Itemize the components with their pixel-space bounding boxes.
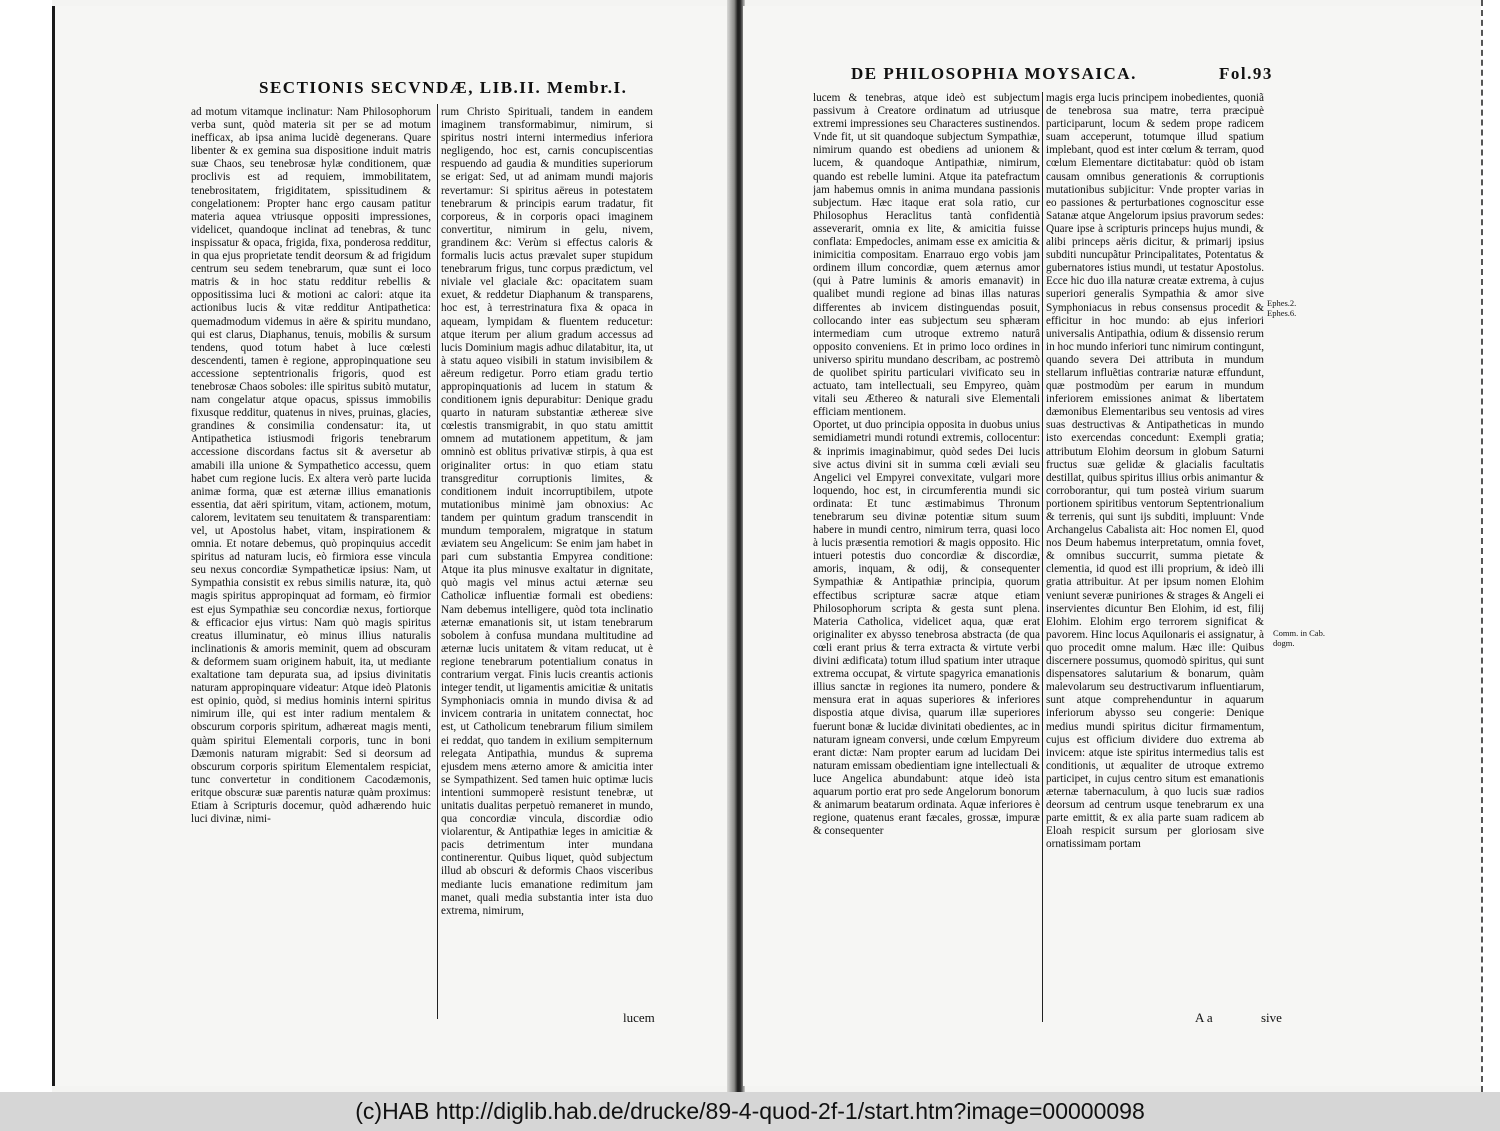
right-column-rule <box>1042 92 1043 1022</box>
right-page-column-1 <box>813 92 1040 1016</box>
left-scan-margin <box>0 0 52 1092</box>
right-running-head: DE PHILOSOPHIA MOYSAICA. <box>851 64 1137 83</box>
right-col1-text: lucem & tenebras, atque ideò est subjectum passivum à Creatore ordinatum ad utriusque extremi impressiones seu Characteres sustinendos. Vnde fit, ut sit quandoque subjectum Sympathiæ, nimirum quando est obediens ad unionem & lucem, & quandoque Antipathiæ, nimirum, quando est rebelle lumini. Atque ita patefractum jam habemus omnis in anima mundana passionis subjectum. Hæc itaque erat sola ratio, cur Philosophus Heraclitus tantà confidentià asseverarit, omnia ex lite, & amicitia fuisse conflata: Empedocles, animam esse ex amicitia & inimicitia compositam. Enarrauo ergo vobis jam ordinem illum concordiæ, quem æternus amor (qui à Patre luminis & amoris emanavit) in qualibet mundi regione ad binas illas naturas differentes ab invicem distinguendas posuit, collocando inter eas subjectum seu sphæram intermediam cum utroque extremo naturâ opposito conveniens. Et in primo loco ordines in universo spiritu mundano describam, ac postremò de quolibet spiritu particulari vivificato seu in actuato, tam intellectuali, seu Empyreo, quàm vitali seu Æthereo & naturali sive Elementali efficiam mentionem. Oportet, ut duo principia opposita in duobus unius semidiametri mundi rotundi extremis, collocentur: & inprimis imaginabimur, quòd sedes Dei lucis sive actus divini sit in summa cœli æviali seu Angelici vel Empyrei convexitate, vulgari more loquendo, hoc est, in circumferentia mundi sic ordinata: Et tunc æstimabimus Thronum tenebrarum seu divinæ potentiæ situm suum habere in mundi centro, nimirum terra, quasi loco à lucis præsentia remotiori & magis opposito. Hic intueri potestis duo concordiæ & discordiæ, amoris, inquam, & odij, & consequenter Sympathiæ & Antipathiæ principia, quorum effectibus scripturæ sacræ atque etiam Philosophorum scripta & gesta sunt plena. Materia Catholica, videlicet aqua, quæ erat originaliter ex abysso tenebrosa abstracta (de qua cœli erant prius & terra extracta & virtute verbi divini ædificata) totum illud spatium inter utraque extrema occupat, & virtute spagyrica emanationis illius sanctæ in regiones ita numero, pondere & mensura erat in aquas superiores & inferiores dispostia atque divisa, quarum illæ superiores fuerunt bonæ & lucidæ divinitati obedientes, ac in naturam igneam conversi, unde cœlum Empyreum erant dictæ: Nam propter earum ad lucidam Dei naturam emissam obedientiam igne intellectuali & luce Angelica abundabunt: atque ideò ista aquarum portio erat pro sede Angelorum bonorum & animarum beatarum ordinata. Aquæ inferiores è regione, quatenus erant fæcales, grossæ, impuræ & consequenter <box>813 92 1040 838</box>
margin-note-ephes-2: Ephes.2. <box>1267 298 1297 308</box>
left-page-column-1 <box>191 106 431 1016</box>
left-running-head: SECTIONIS SECVNDÆ, LIB.II. Membr.I. <box>259 78 628 97</box>
left-page-column-2 <box>441 106 653 1016</box>
right-scan-margin <box>1481 0 1500 1092</box>
left-catchword: lucem <box>623 1010 655 1025</box>
right-catchword: sive <box>1261 1010 1282 1025</box>
signature-mark: A a <box>1195 1010 1213 1025</box>
left-column-rule <box>437 104 438 1019</box>
folio-number: Fol.93 <box>1219 64 1273 83</box>
right-page-column-2 <box>1046 92 1264 1016</box>
margin-note-ephes-6: Ephes.6. <box>1267 308 1297 318</box>
left-col2-text: rum Christo Spirituali, tandem in eandem imaginem transformabimur, nimirum, si spiritus nostri interni intermedius inferiora negligendo, hoc est, carnis concupiscentias respuendo ad gaudia & mundities superiorum se erigat: Sed, ut ad animam mundi majoris revertamur: Si spiritus aëreus in potestatem tenebrarum & principis earum tradatur, fit corporeus, & in corporis opaci imaginem convertitur, nimirum in gelu, nivem, grandinem &c: Verùm si effectus caloris & formalis lucis actus prævalet super stupidum tenebrarum frigus, tunc corpus prædictum, vel niviale vel glaciale &c: opacitatem suam exuet, & reddetur Diaphanum & transparens, hoc est, à terrestrinatura fixa & opaca in aqueam, lympidam & fluentem reducetur: atque iterum per alium gradum accessus ad lucis Dominium magis adhuc dilatabitur, ita, ut à statu aqueo visibili in statum invisibilem & aëreum redigetur. Porro etiam gradu tertio appropinquationis ad lucem in statum & conditionem ignis depurabitur: Denique gradu quarto in naturam substantiæ æthereæ sive cœlestis transmigrabit, in quo statu amittit omnem ad mutationem appetitum, & jam omninò est oblitus privativæ stirpis, à qua est originaliter ortus: in quo etiam statu transgreditur corruptionis limites, & conditionem induit incorruptibilem, utpote mutationibus minimè jam obnoxius: Ac tandem per quintum gradum transcendit in mundum temporalem, migratque in statum æviatem seu Angelicum: Se enim jam habet in pari cum substantia Empyrea conditione: Atque ita plus minusve exaltatur in dignitate, quò magis vel minus actui æternæ seu Catholicæ influentiæ formali est obediens: Nam debemus intelligere, quòd tota inclinatio æternæ emanationis sit, ut istam tenebrarum sobolem à confusa mundana multitudine ad æternæ lucis unitatem & vitam reducat, ut è regione tenebrarum potentialium conatus in contrarium vergat. Finis lucis creantis actionis integer tendit, ut ligamentis amicitiæ & unitatis Symphoniacis omnia in mundo divisa & ad invicem contraria in unitatem connectat, hoc est, ut Catholicum tenebrarum filium similem ei reddat, quo tandem in exilium sempiternum relegata Antipathia, mundus & suprema ejusdem mens æterno amore & amicitia inter se Sympathizent. Sed tamen huic optimæ lucis intentioni summoperè resistunt tenebræ, ut unitatis dualitas perpetuò remaneret in mundo, qua concordiæ vincula, discordiæ odio violarentur, & Antipathiæ leges in amicitiæ & pacis detrimentum inter mundana continerentur. Quibus liquet, quòd subjectum illud ab obscuri & deformis Chaos visceribus mediante lucis emanatione redimitum jam manet, quali media substantia inter ista duo extrema, nimirum, <box>441 106 653 917</box>
right-page <box>743 6 1483 1086</box>
left-col1-text: ad motum vitamque inclinatur: Nam Philosophorum verba sunt, quòd materia sit per se ad motum inefficax, ab ipsa anima lucidè degenerans. Quare libenter & ex gemina sua dispositione induit matris suæ Chaos, seu tenebrosæ hylæ conditionem, quæ proclivis est ad requiem, immobilitatem, tenebrositatem, frigiditatem, spissitudinem & congelationem: Propter hanc ergo causam patitur materia aquea vtriusque oppositi impressiones, videlicet, quandoque inclinat ad tenebras, & tunc inspissatur & opaca, frigida, fixa, ponderosa redditur, in qua ejus proprietate tendit deorsum & ad frigidum centrum seu sedem tenebrarum, quæ sunt ei loco matris & in hoc statu redditur rebellis & oppositissima luci & motioni ac calori: atque ita actionibus lucis & vitæ redditur Antipathetica: quemadmodum videmus in aëre & spiritu mundano, qui est clarus, Diaphanus, tenuis, mobilis & sursum tendens, quod totum habet à luce cœlesti descendenti, tamen è regione, appropinquatione seu accessione septentrionalis frigoris, quod est tenebrosæ Chaos soboles: ille spiritus subitò mutatur, nam congelatur atque opacus, spissus immobilis fixusque redditur, quatenus in nives, pruinas, glacies, grandines & consimilia condensatur: ita, ut Antipathetica istiusmodi frigoris tenebrarum accessione discordans factus sit & aversetur ab amabili illa unione & Sympathetico accessu, quem habet cum regione lucis. Ex altera verò parte lucida animæ forma, quæ est æternæ illius emanationis essentia, dat aëri spiritum, vitam, actionem, motum, calorem, levitatem seu tenuitatem & transparentiam: vel, ut Apostolus habet, vitam, inspirationem & omnia. Et notare debemus, quò propinquius accedit spiritus ad naturam lucis, eò firmiora esse vincula seu nexus concordiæ Sympatheticæ ipsius: Nam, ut Sympathia consistit ex rebus similis naturæ, ita, quò magis spiritus appropinquat ad formam, eò firmior est ejus Sympathiæ seu concordiæ nexus, fortiorque & efficacior ejus virtus: Nam quò magis spiritus creatus illuminatur, eò minus illius naturalis inclinationis & amoris meminit, quem ad obscuram & deformem suam originem habuit, ita, ut mediante exaltatione tam depurata sua, ad ipsius divinitatis naturam appropinquare videatur: Atque ideò Platonis est opinio, quòd, si medius hominis interni spiritus nimirum ille, qui est inter radium mentalem & obscurum corporis spiritum, adhæreat magis menti, quàm spiritui Elementali corporis, tunc in boni Dæmonis naturam migrabit: Sed si deorsum ad obscurum corporis spiritum Elementalem respiciat, tunc convertetur in conditionem Cacodæmonis, eritque obscuræ suæ parentis naturæ quàm proximus: Etiam à Scripturis docemur, quòd adhærendo huic luci divinæ, nimi- <box>191 106 431 826</box>
left-page <box>52 6 730 1086</box>
copyright-footer: (c)HAB http://diglib.hab.de/drucke/89-4-quod-2f-1/start.htm?image=00000098 <box>0 1092 1500 1131</box>
right-col2-text: magis erga lucis principem inobedientes, quoniã de tenebrosa sua matre, terra præcipuè participarunt, locum & sedem prope radicem suam acceperunt, totumque illud spatium implebant, quod est inter cœlum & terram, quod cœlum Elementare dictitabatur: quòd ob istam causam omnibus generationis & corruptionis mutationibus subjicitur: Vnde propter varias in eo passiones & perturbationes cognoscitur esse Satanæ atque Angelorum ipsius pravorum sedes: Quare ipse à scripturis princeps hujus mundi, & alibi princeps aëris dicitur, & primarij ipsius subditi nuncupãtur Principalitates, Potentatus & gubernatores istius mundi, ut testatur Apostolus. Ecce hic duo illa naturæ creatæ extrema, à cujus superiori generalis Sympathia & amor sive Symphoniacus in rebus consensus procedit & efficitur in hoc mundo: ab ejus inferiori universalis Antipathia, odium & dissensio rerum in hoc mundo inferiori tunc nimirum contingunt, quando severa Dei attributa in mundum stellarum influẽtias contrariæ naturæ effundunt, quæ postmodùm per earum in mundum inferiorem emissiones animat & libertatem dæmonibus Elementaribus seu ventosis ad vires suas destructivas & Antipatheticas in mundo isto exercendas concedunt: Exempli gratia; attributum Elohim deorsum in globum Saturni fructus suæ gelidæ & glacialis facultatis destillat, quibus spiritus illius orbis animantur & corroborantur, qui tum posteà virium suarum portionem spiritibus ventorum Septentrionalium & terrenis, qui sunt ijs subditi, impluunt: Vnde Archangelus Cabalista ait: Hoc nomen El, quod nos Deum habemus interpretatum, omnia fovet, & omnibus succurrit, summa pietate & clementia, id quod est illi proprium, & ideò illi gratia attribuitur. At per ipsum nomen Elohim veniunt severæ puniriones & strages & Angeli ei inservientes dicuntur Ben Elohim, id est, filij Elohim. Elohim ergo terrorem significat & pavorem. Hinc locus Aquilonaris ei assignatur, à quo procedit omne malum. Hæc ille: Quibus discernere possumus, quomodò spiritus, qui sunt dispensatores salutarium & bonarum, quàm malevolarum seu destructivarum influentiarum, sunt atque comprehenduntur in aquarum inferiorum abysso seu congerie: Denique medius mundi spiritus dicitur firmamentum, cujus est officium dividere duo extrema ab invicem: atque iste spiritus intermedius talis est conditionis, ut æqualiter de utroque extremo participet, in cujus centro situm est emanationis æternæ tabernaculum, à quo lucis suæ radios deorsum ad centrum usque tenebrarum ex una parte emittit, & ex alia parte suam radicem ab Eloah respicit sursum per gloriosam sive ornatissimam portam <box>1046 92 1264 851</box>
margin-note-comm-cab: Comm. in Cab. dogm. <box>1273 628 1325 648</box>
